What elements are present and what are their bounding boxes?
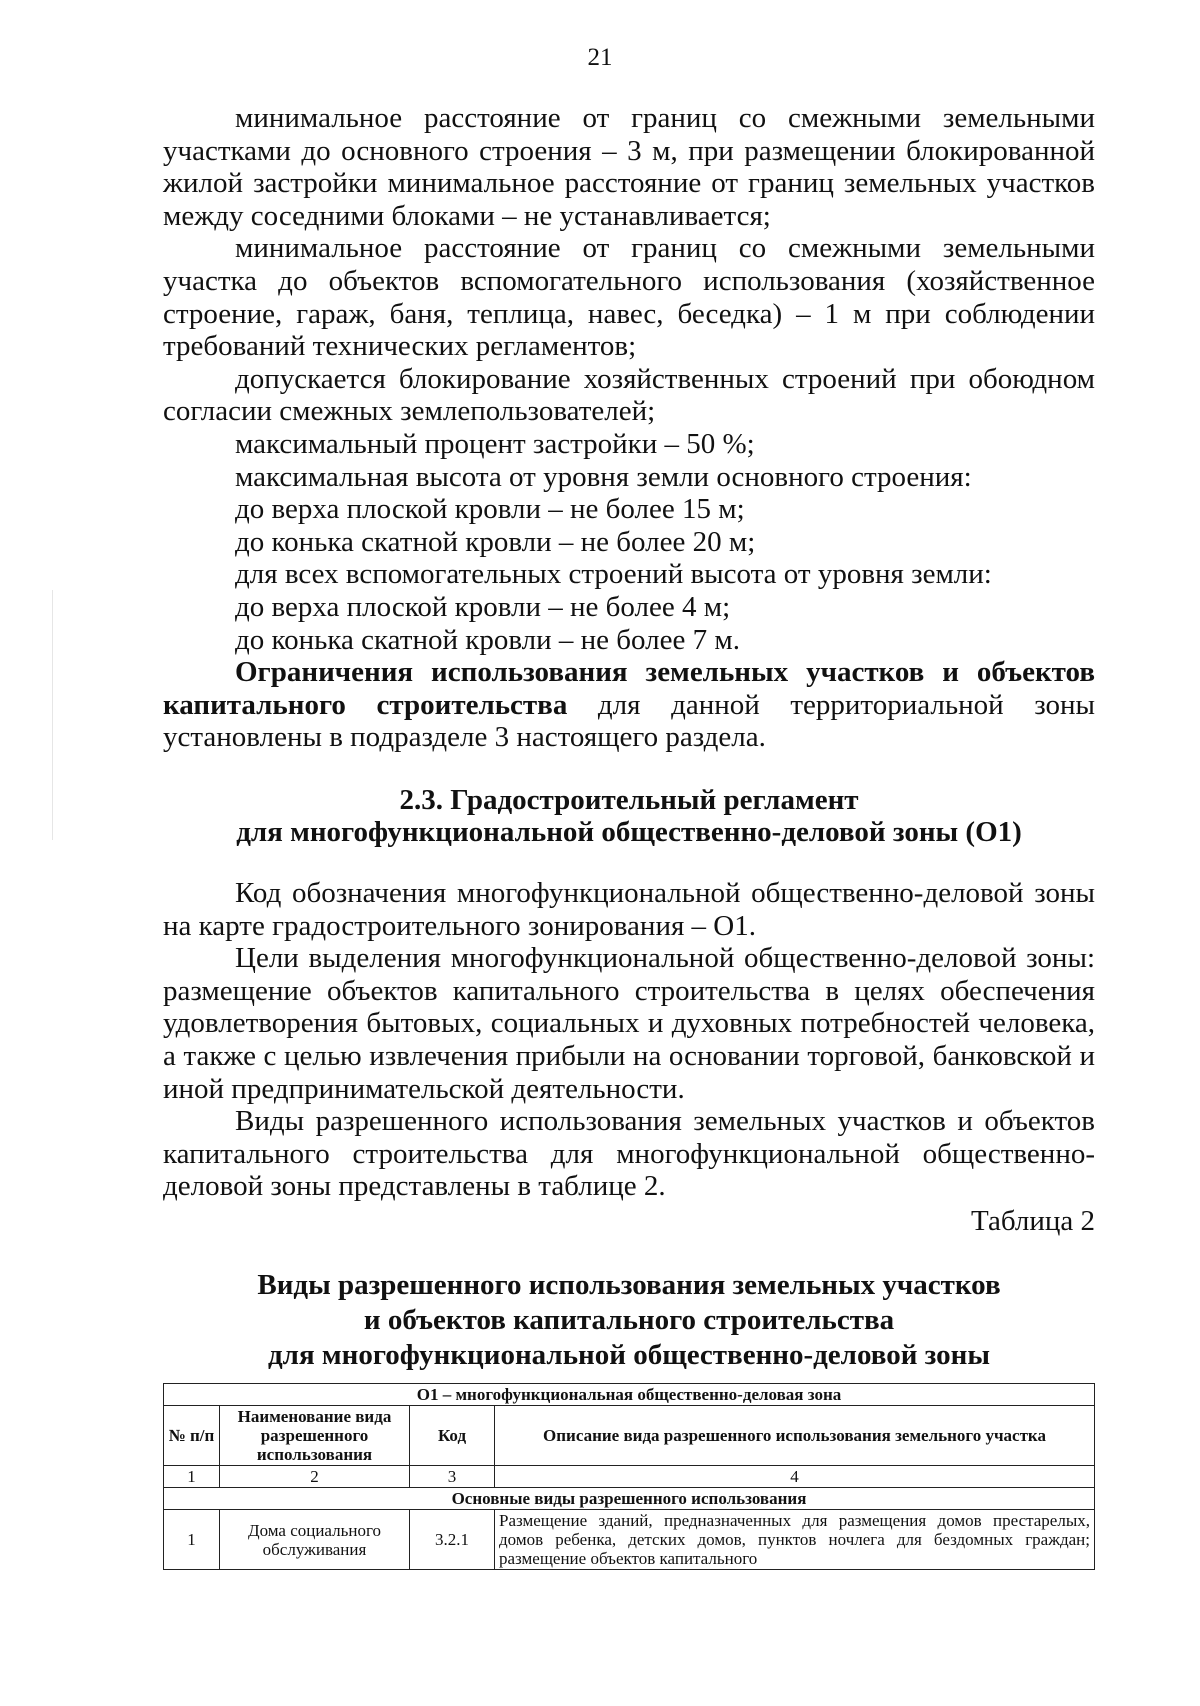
- page-number: 21: [587, 44, 613, 71]
- table-title-line2: и объектов капитального строительства: [363, 1303, 895, 1336]
- table-group-header: Основные виды разрешенного использования: [164, 1488, 1095, 1510]
- line-aux-height: для всех вспомогательных строений высота от уровня земли:: [235, 558, 992, 591]
- line-pitched-roof-main: до конька скатной кровли – не более 20 м;: [235, 525, 756, 558]
- table-zone-header-row: [164, 1384, 1095, 1406]
- line-flat-roof-main: до верха плоской кровли – не более 15 м;: [235, 493, 745, 526]
- table-zone-header: О1 – многофункциональная общественно-деловая зона: [164, 1384, 1095, 1406]
- paragraph-zone-code: Код обозначения многофункциональной общественно-деловой зоны на карте градостроительного зонирования – О1.: [163, 877, 1095, 942]
- scan-artifact: [52, 590, 53, 840]
- col-header-desc: Описание вида разрешенного использования земельного участка: [495, 1406, 1095, 1466]
- section-title: [163, 784, 1095, 849]
- restrictions-bold: Ограничения использования земельных участков и объектов капитального строительства: [163, 656, 1095, 721]
- restrictions-rest: для данной территориальной зоны установлены в подразделе 3 настоящего раздела.: [163, 688, 1095, 754]
- table-col-numbers-row: [164, 1466, 1095, 1488]
- paragraph-min-distance-main: минимальное расстояние от границ со смежными земельными участками до основного строения – 3 м, при размещении блокированной жилой застройки минимальное расстояние от границ земельных участков между соседними блоками – не устанавливается;: [163, 102, 1095, 232]
- table-title-line3: для многофункциональной общественно-деловой зоны: [268, 1338, 990, 1371]
- line-flat-roof-aux: до верха плоской кровли – не более 4 м;: [235, 590, 731, 623]
- line-max-coverage: максимальный процент застройки – 50 %;: [235, 427, 755, 460]
- col-header-code: Код: [410, 1406, 495, 1466]
- paragraph-zone-uses: Виды разрешенного использования земельных участков и объектов капитального строительства для многофункциональной общественно-деловой зоны представлены в таблице 2.: [163, 1105, 1095, 1203]
- table-caption: Таблица 2: [970, 1205, 1095, 1237]
- col-header-name: Наименование вида разрешенного использования: [220, 1406, 410, 1466]
- section-title-line2: для многофункциональной общественно-деловой зоны (О1): [236, 816, 1022, 849]
- permitted-uses-table: [163, 1383, 1095, 1570]
- line-max-height: максимальная высота от уровня земли основного строения:: [235, 460, 972, 493]
- paragraph-blocking: допускается блокирование хозяйственных строений при обоюдном согласии смежных землепользователей;: [163, 362, 1095, 428]
- section-title-line1: 2.3. Градостроительный регламент: [399, 783, 859, 816]
- col-number: 4: [495, 1466, 1095, 1488]
- col-header-num: № п/п: [164, 1406, 220, 1466]
- col-number: 1: [164, 1466, 220, 1488]
- row-code: 3.2.1: [410, 1510, 495, 1570]
- col-number: 3: [410, 1466, 495, 1488]
- table-title-line1: Виды разрешенного использования земельных участков: [257, 1268, 1001, 1301]
- spacer: [163, 849, 1095, 877]
- table-title: [163, 1268, 1095, 1373]
- table-header-row: [164, 1406, 1095, 1466]
- table-row: [164, 1510, 1095, 1570]
- row-desc: Размещение зданий, предназначенных для размещения домов престарелых, домов ребенка, детских домов, пунктов ночлега для бездомных граждан; размещение объектов капитального: [495, 1510, 1095, 1570]
- row-name: Дома социального обслуживания: [220, 1510, 410, 1570]
- paragraph-zone-goals: Цели выделения многофункциональной общественно-деловой зоны: размещение объектов капитального строительства в целях обеспечения удовлетворения бытовых, социальных и духовных потребностей человека, а также с целью извлечения прибыли на основании торговой, банковской и иной предпринимательской деятельности.: [163, 942, 1095, 1105]
- paragraph-min-distance-aux: минимальное расстояние от границ со смежными земельными участка до объектов вспомогательного использования (хозяйственное строение, гараж, баня, теплица, навес, беседка) – 1 м при соблюдении требований технических регламентов;: [163, 232, 1095, 363]
- row-num: 1: [164, 1510, 220, 1570]
- line-pitched-roof-aux: до конька скатной кровли – не более 7 м.: [235, 623, 740, 656]
- paragraph-restrictions: [163, 656, 1095, 754]
- col-number: 2: [220, 1466, 410, 1488]
- table-group-row: [164, 1488, 1095, 1510]
- document-body: [163, 102, 1095, 1373]
